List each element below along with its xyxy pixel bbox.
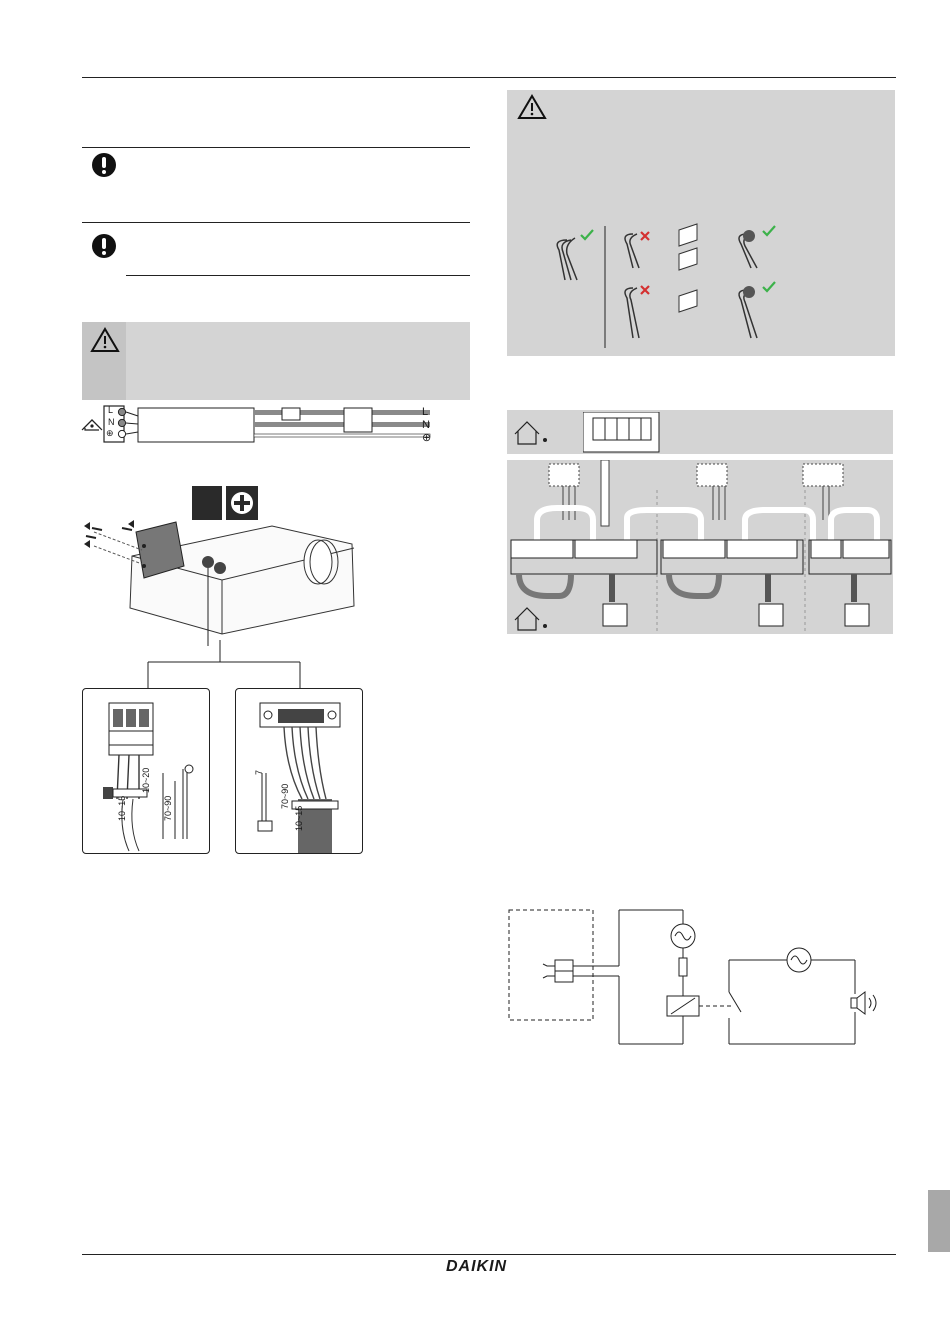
wiring-main-area (507, 460, 893, 634)
house-icon (513, 604, 549, 632)
cross-icon (639, 284, 651, 296)
power-supply-svg (80, 404, 450, 448)
exclamation-circle-icon (90, 151, 118, 179)
terminal-label-n: N (108, 417, 115, 427)
daikin-logo: DAIKIN (446, 1258, 508, 1275)
detail-panel-left (82, 688, 210, 854)
notice-box-2-bottom-rule (126, 275, 470, 276)
unit-illustration (72, 486, 372, 646)
output-label-n: N (422, 419, 430, 431)
house-icon (513, 418, 549, 446)
exclamation-circle-icon (90, 232, 118, 260)
header-rule (82, 77, 896, 78)
right-dim-a: 7 (254, 769, 264, 775)
check-icon (761, 224, 777, 238)
notice-box-2 (82, 230, 470, 276)
terminal-label-ground: ⊕ (106, 428, 114, 438)
speaker-icon (849, 990, 889, 1016)
output-label-l: L (422, 406, 429, 418)
side-tab (928, 1190, 950, 1252)
left-dim-b: 70~90 (163, 795, 173, 821)
right-dim-b: 70~90 (280, 783, 290, 809)
warning-box-left (82, 322, 470, 400)
notice-box-1 (82, 147, 470, 223)
left-dim-c: 10~15 (117, 795, 127, 821)
wiring-header-strip (507, 410, 893, 454)
right-dim-c: 10~15 (294, 805, 304, 831)
alarm-circuit-svg (507, 908, 897, 1048)
detail-panel-right (235, 688, 363, 854)
alarm-circuit (507, 908, 897, 1048)
warning-triangle-icon (517, 94, 547, 120)
warning-box-right (507, 90, 895, 356)
detail-leaders (80, 640, 380, 690)
cross-icon (639, 230, 651, 242)
wiring-main-svg (507, 460, 893, 634)
controller-terminal (583, 412, 663, 454)
footer-rule (82, 1254, 896, 1255)
unit-illustration-svg (72, 486, 372, 646)
check-icon (761, 280, 777, 294)
warning-triangle-icon (90, 327, 120, 353)
power-supply-diagram (80, 404, 450, 444)
notice-box-1-bottom-rule (82, 222, 470, 223)
terminal-label-l: L (108, 405, 114, 415)
check-icon (579, 228, 595, 242)
notice-box-1-top-rule (82, 147, 470, 148)
output-label-ground: ⊕ (422, 432, 432, 444)
left-dim-a: 10~20 (141, 767, 151, 793)
